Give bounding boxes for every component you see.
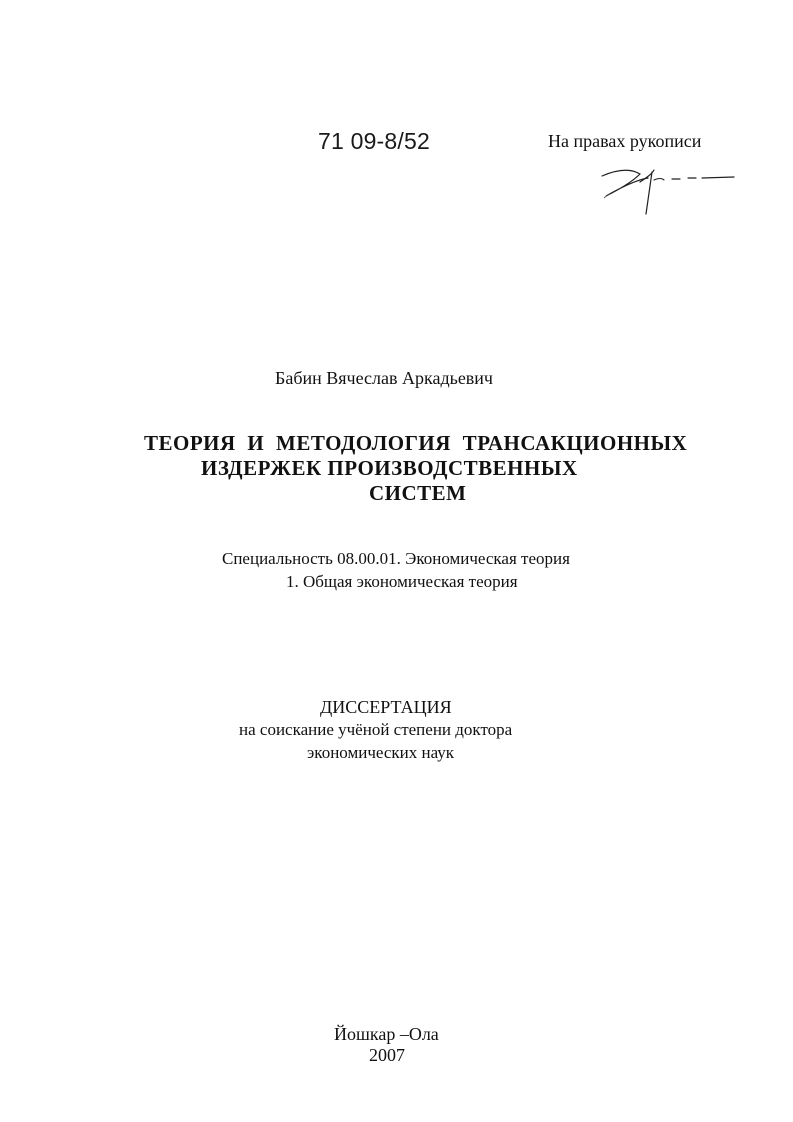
document-type: ДИССЕРТАЦИЯ — [320, 697, 452, 717]
dissertation-title-line-3: СИСТЕМ — [369, 481, 467, 505]
city: Йошкар –Ола — [334, 1024, 439, 1044]
archive-code: 71 09-8/52 — [318, 128, 430, 154]
year: 2007 — [369, 1045, 405, 1065]
dissertation-title-line-2: ИЗДЕРЖЕК ПРОИЗВОДСТВЕННЫХ — [201, 456, 578, 480]
dissertation-title-line-1: ТЕОРИЯ И МЕТОДОЛОГИЯ ТРАНСАКЦИОННЫХ — [144, 431, 688, 455]
author-name: Бабин Вячеслав Аркадьевич — [275, 368, 493, 388]
signature-icon — [596, 158, 741, 218]
specialty-code: Специальность 08.00.01. Экономическая теория — [222, 549, 570, 568]
specialty-subfield: 1. Общая экономическая теория — [286, 572, 518, 591]
degree-purpose-line-1: на соискание учёной степени доктора — [239, 720, 513, 739]
degree-purpose-line-2: экономических наук — [307, 743, 455, 762]
rights-note: На правах рукописи — [548, 131, 702, 151]
